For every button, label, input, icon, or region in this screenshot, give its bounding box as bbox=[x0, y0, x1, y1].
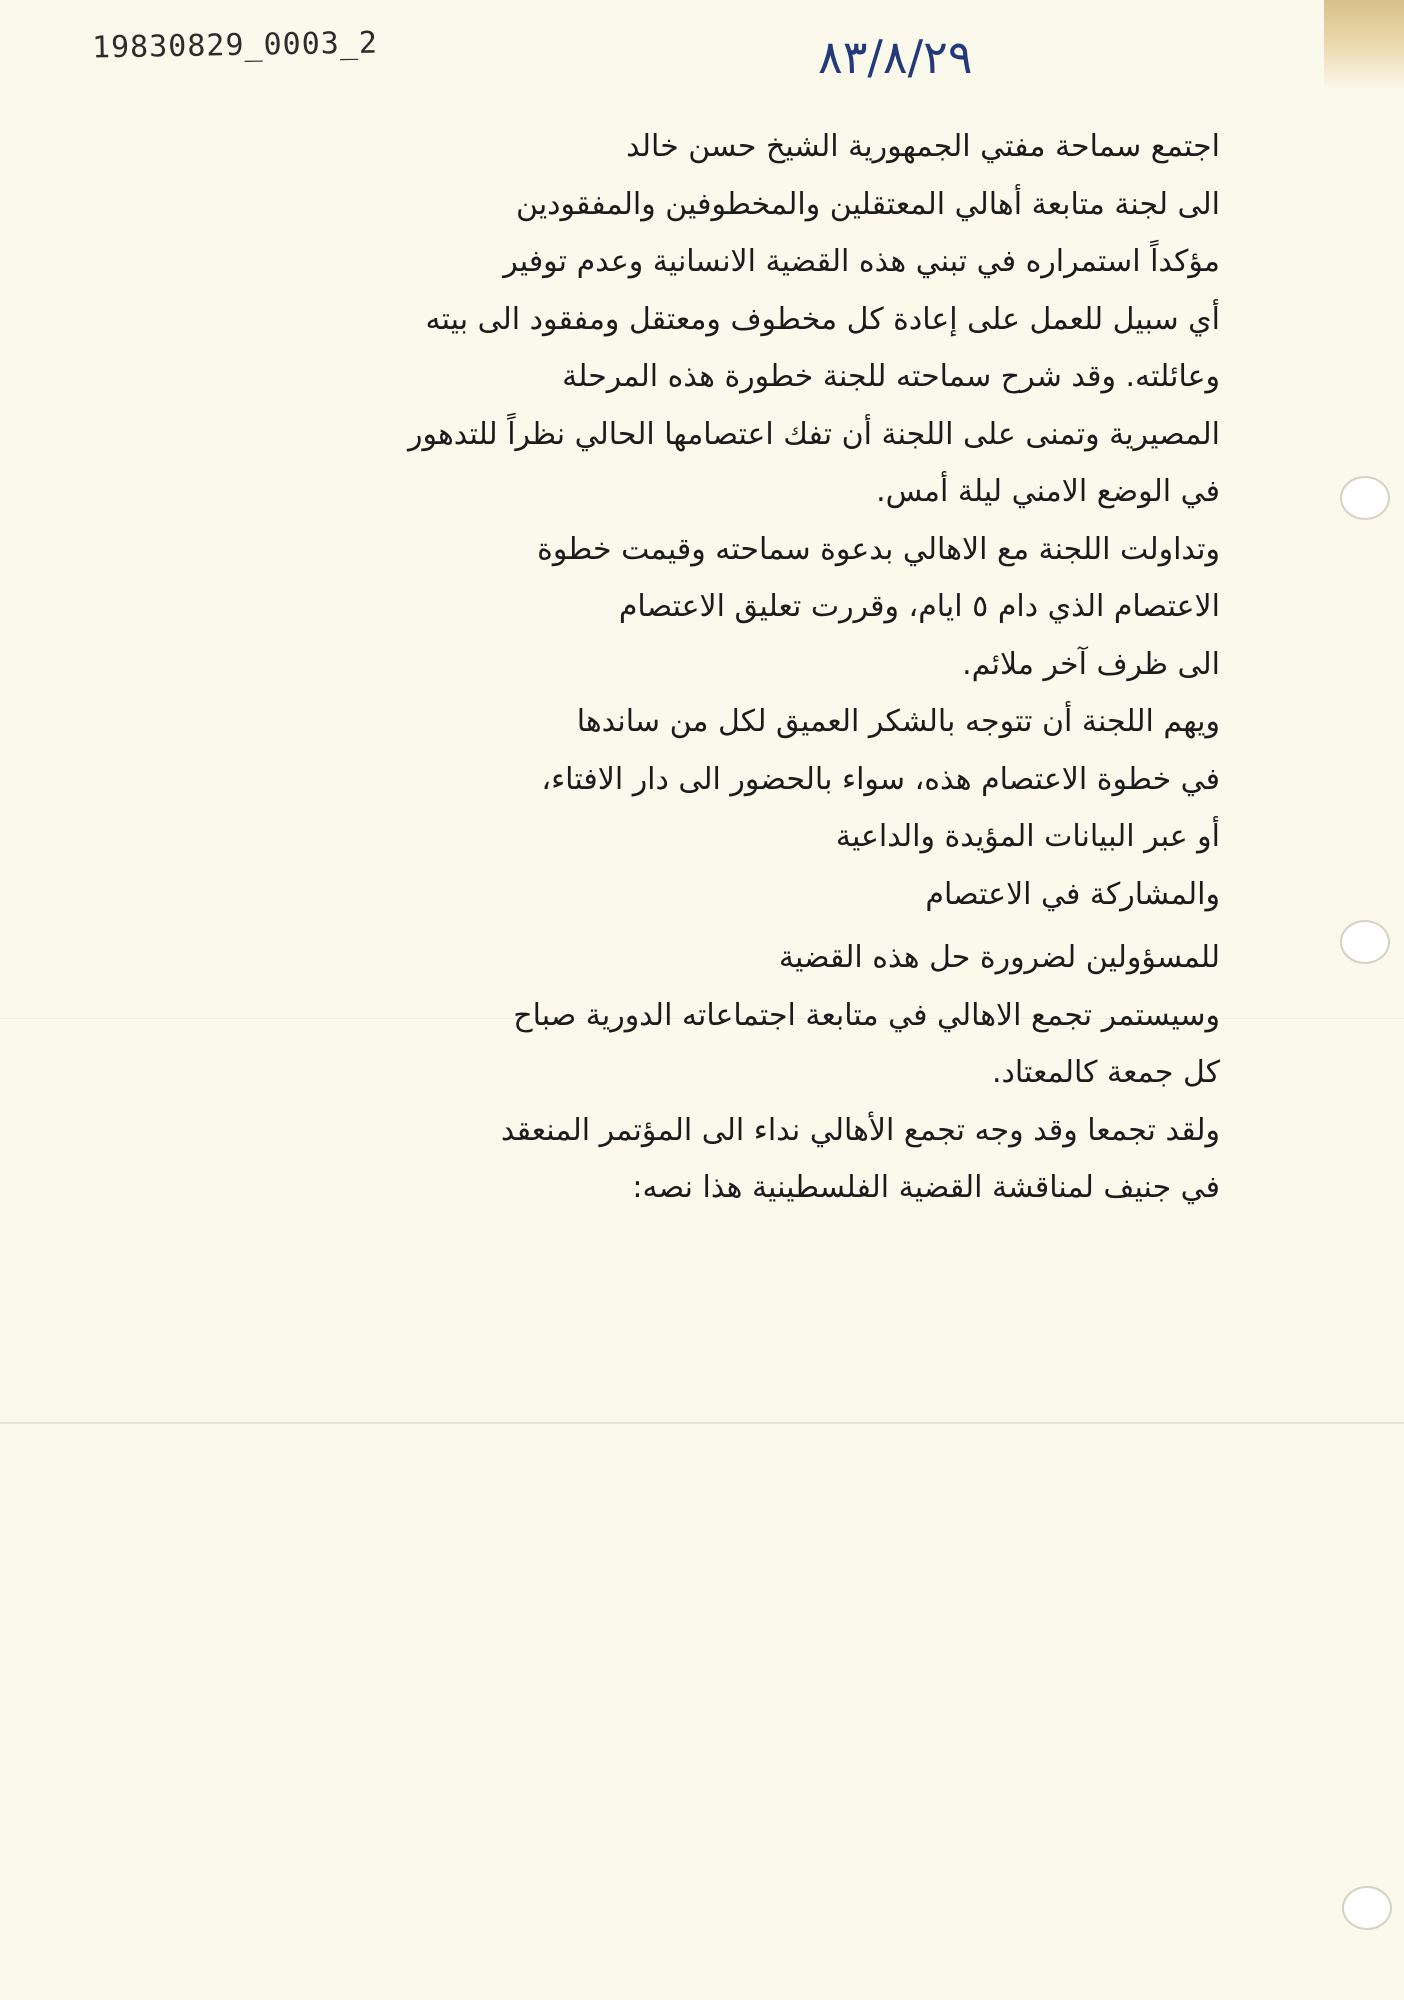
letter-line: الى لجنة متابعة أهالي المعتقلين والمخطوفين والمفقودين bbox=[515, 186, 1220, 222]
fold-crease bbox=[0, 1422, 1404, 1424]
letter-line: مؤكداً استمراره في تبني هذه القضية الانسانية وعدم توفير bbox=[503, 244, 1220, 279]
letter-line: ويهم اللجنة أن تتوجه بالشكر العميق لكل من ساندها bbox=[576, 704, 1220, 739]
letter-line: اجتمع سماحة مفتي الجمهورية الشيخ حسن خالد bbox=[626, 129, 1220, 164]
paper-stain bbox=[1324, 0, 1404, 90]
archive-reference-number: 19830829_0003_2 bbox=[91, 25, 379, 66]
letter-line: والمشاركة في الاعتصام bbox=[925, 876, 1220, 912]
punch-hole bbox=[1340, 920, 1390, 964]
letter-line: المصيرية وتمنى على اللجنة أن تفك اعتصامها الحالي نظراً للتدهور bbox=[408, 416, 1220, 452]
letter-line: أي سبيل للعمل على إعادة كل مخطوف ومعتقل ومفقود الى بيته bbox=[425, 301, 1220, 337]
letter-line: وسيستمر تجمع الاهالي في متابعة اجتماعاته الدورية صباح bbox=[513, 997, 1220, 1033]
letter-line: في الوضع الامني ليلة أمس. bbox=[876, 474, 1220, 509]
letter-line: ولقد تجمعا وقد وجه تجمع الأهالي نداء الى المؤتمر المنعقد bbox=[500, 1112, 1220, 1148]
letter-line: الاعتصام الذي دام ٥ ايام، وقررت تعليق الاعتصام bbox=[618, 589, 1220, 624]
letter-line: وتداولت اللجنة مع الاهالي بدعوة سماحته وقيمت خطوة bbox=[537, 531, 1220, 567]
punch-hole bbox=[1342, 1886, 1392, 1930]
letter-line: للمسؤولين لضرورة حل هذه القضية bbox=[778, 940, 1220, 975]
letter-line: كل جمعة كالمعتاد. bbox=[992, 1055, 1220, 1090]
letter-line: أو عبر البيانات المؤيدة والداعية bbox=[835, 819, 1220, 854]
punch-hole bbox=[1340, 476, 1390, 520]
letter-line: وعائلته. وقد شرح سماحته للجنة خطورة هذه المرحلة bbox=[562, 359, 1220, 394]
handwritten-date: ٨٣/٨/٢٩ bbox=[818, 30, 973, 84]
handwritten-letter-body bbox=[140, 118, 1220, 1217]
letter-line: في جنيف لمناقشة القضية الفلسطينية هذا نصه: bbox=[632, 1170, 1220, 1205]
letter-line: الى ظرف آخر ملائم. bbox=[962, 646, 1220, 682]
letter-line: في خطوة الاعتصام هذه، سواء بالحضور الى دار الافتاء، bbox=[541, 761, 1220, 797]
